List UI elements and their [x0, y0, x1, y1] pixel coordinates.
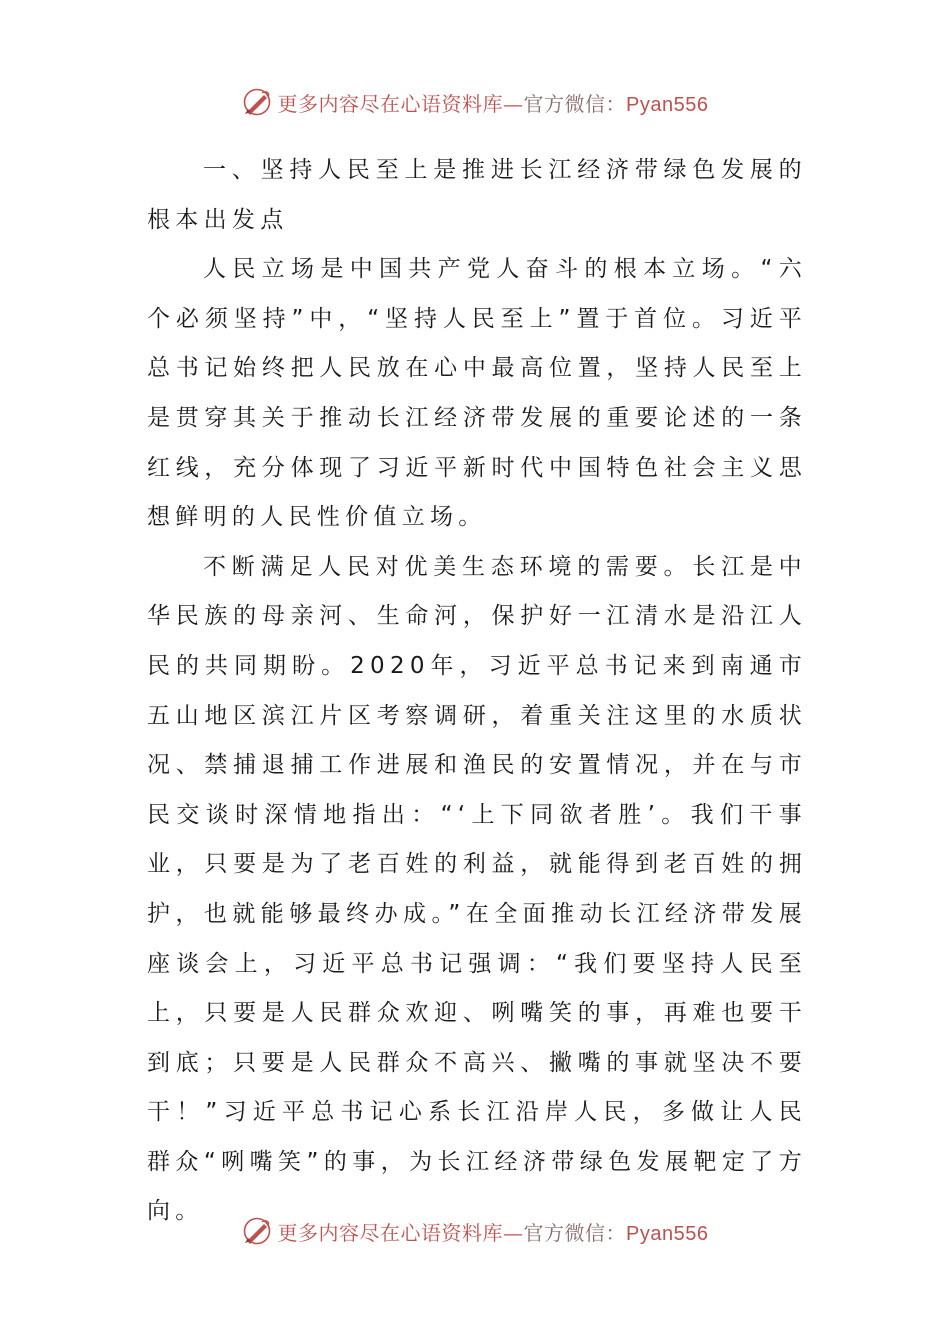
header-banner-text [278, 88, 709, 117]
footer-official-text: 官方微信： [523, 1220, 627, 1245]
paragraph-2: 不断满足人民对优美生态环境的需要。长江是中华民族的母亲河、生命河，保护好一江清水是沿江人民的共同期盼。2020年，习近平总书记来到南通市五山地区滨江片区考察调研，着重关注这里的水质状况、禁捕退捕工作进展和渔民的安置情况，并在与市民交谈时深情地指出：“‘上下同欲者胜’。我们干事业，只要是为了老百姓的利益，就能得到老百姓的拥护，也就能够最终办成。”在全面推动长江经济带发展座谈会上，习近平总书记强调：“我们要坚持人民至上，只要是人民群众欢迎、咧嘴笑的事，再难也要干到底；只要是人民群众不高兴、撇嘴的事就坚决不要干！”习近平总书记心系长江沿岸人民，多做让人民群众“咧嘴笑”的事，为长江经济带绿色发展靶定了方向。 [147, 553, 807, 1225]
header-site-text: 更多内容尽在心语资料库 [277, 91, 504, 116]
header-banner [0, 82, 950, 122]
paragraph-1: 人民立场是中国共产党人奋斗的根本立场。“六个必须坚持”中，“坚持人民至上”置于首位。习近平总书记始终把人民放在心中最高位置，坚持人民至上是贯穿其关于推动长江经济带发展的重要论述的一条红线，充分体现了习近平新时代中国特色社会主义思想鲜明的人民性价值立场。 [147, 256, 807, 531]
footer-dash: — [503, 1220, 524, 1245]
pen-logo-icon [242, 1216, 272, 1246]
document-body [147, 146, 807, 1237]
footer-site-text: 更多内容尽在心语资料库 [277, 1220, 504, 1245]
header-dash: — [503, 91, 524, 116]
header-official-text: 官方微信： [523, 91, 627, 116]
section-heading: 一、坚持人民至上是推进长江经济带绿色发展的根本出发点 [147, 157, 807, 233]
footer-wechat-id: Pyan556 [626, 1222, 709, 1245]
footer-banner-text [278, 1217, 709, 1246]
footer-banner [0, 1211, 950, 1251]
header-wechat-id: Pyan556 [626, 93, 709, 116]
pen-logo-icon [242, 87, 272, 117]
